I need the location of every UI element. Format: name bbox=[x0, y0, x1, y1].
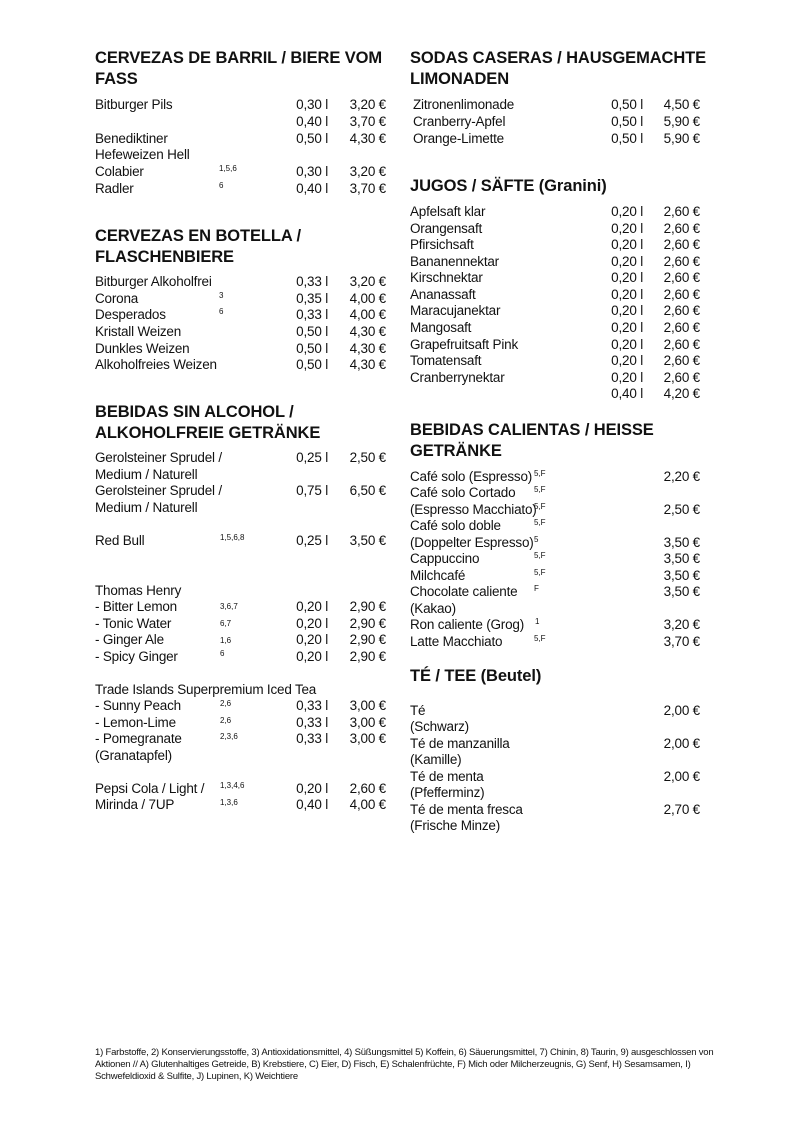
item-volume: 0,25 l bbox=[296, 450, 328, 465]
allergen-note: 1 bbox=[535, 617, 540, 626]
section-title-lemonades: SODAS CASERAS / HAUSGEMACHTE LIMONADEN bbox=[410, 49, 707, 88]
item-name: - Spicy Ginger bbox=[95, 649, 178, 664]
item-volume: 0,20 l bbox=[611, 353, 643, 368]
item-name: (Granatapfel) bbox=[95, 748, 172, 763]
juice-name: Maracujanektar bbox=[410, 303, 501, 318]
item-price: 3,50 € bbox=[663, 551, 700, 566]
item-name: Café solo doble bbox=[410, 518, 501, 533]
item-price: 3,50 € bbox=[663, 568, 700, 583]
item-name: - Tonic Water bbox=[95, 616, 172, 631]
item-price: 2,90 € bbox=[349, 599, 386, 614]
allergen-note: 6 bbox=[220, 649, 225, 658]
item-group-name: Thomas Henry bbox=[95, 583, 182, 598]
item-price: 2,60 € bbox=[663, 237, 700, 252]
item-volume: 0,50 l bbox=[296, 341, 328, 356]
item-price: 4,30 € bbox=[349, 131, 386, 146]
allergen-note: 5,F bbox=[534, 568, 546, 577]
item-name: Colabier bbox=[95, 164, 144, 179]
item-price: 2,50 € bbox=[349, 450, 386, 465]
item-volume: 0,20 l bbox=[611, 370, 643, 385]
item-price: 2,20 € bbox=[663, 469, 700, 484]
item-volume: 0,20 l bbox=[296, 616, 328, 631]
item-volume: 0,20 l bbox=[611, 337, 643, 352]
allergen-note: 5,F bbox=[534, 518, 546, 527]
allergen-note: 1,3,6 bbox=[220, 798, 238, 807]
item-name: Orange-Limette bbox=[413, 131, 504, 146]
juice-name: Apfelsaft klar bbox=[410, 204, 486, 219]
item-name: Medium / Naturell bbox=[95, 500, 198, 515]
allergen-note: 6 bbox=[219, 307, 224, 316]
juice-name: Bananennektar bbox=[410, 254, 499, 269]
allergen-note: 1,5,6 bbox=[219, 164, 237, 173]
item-name: Té de menta bbox=[410, 769, 484, 784]
item-volume: 0,40 l bbox=[296, 181, 328, 196]
item-volume: 0,50 l bbox=[296, 357, 328, 372]
item-price: 2,50 € bbox=[663, 502, 700, 517]
allergen-note: 5,F bbox=[534, 551, 546, 560]
item-price: 3,20 € bbox=[663, 617, 700, 632]
item-price: 2,60 € bbox=[663, 353, 700, 368]
item-name: (Kamille) bbox=[410, 752, 462, 767]
allergen-note: 1,5,6,8 bbox=[220, 533, 245, 542]
item-name: Ron caliente (Grog) bbox=[410, 617, 525, 632]
item-name: - Lemon-Lime bbox=[95, 715, 176, 730]
item-volume: 0,50 l bbox=[296, 131, 328, 146]
item-price: 5,90 € bbox=[663, 131, 700, 146]
allergen-legend: 1) Farbstoffe, 2) Konservierungsstoffe, 3) Antioxidationsmittel, 4) Süßungsmittel 5) Koffein, 6) Säuerungsmittel, 7) Chinin, 8) Taurin, 9) ausgeschlossen von Aktionen // A) Glutenhaltiges Getreide, B) Krebstiere, C) Eier, D) Fisch, E) Schalenfrüchte, F) Mich oder Milcherzeugnis, G) Senf, H) Sesamsamen, I) Schwefeldioxid & Sulfite, J) Lupinen, K) Weichtiere bbox=[95, 1047, 714, 1082]
item-price: 2,60 € bbox=[663, 320, 700, 335]
item-volume: 0,30 l bbox=[296, 97, 328, 112]
item-name: Benediktiner bbox=[95, 131, 168, 146]
item-price: 2,60 € bbox=[663, 221, 700, 236]
juice-name: Mangosaft bbox=[410, 320, 472, 335]
item-volume: 0,20 l bbox=[611, 237, 643, 252]
item-volume: 0,40 l bbox=[296, 114, 328, 129]
item-name: Bitburger Alkoholfrei bbox=[95, 274, 212, 289]
item-name: (Doppelter Espresso) bbox=[410, 535, 534, 550]
item-price: 3,70 € bbox=[349, 181, 386, 196]
item-price: 4,00 € bbox=[349, 797, 386, 812]
item-price: 3,20 € bbox=[349, 164, 386, 179]
item-price: 2,60 € bbox=[663, 254, 700, 269]
item-name: Pepsi Cola / Light / bbox=[95, 781, 205, 796]
item-volume: 0,20 l bbox=[296, 599, 328, 614]
item-group-name: Trade Islands Superpremium Iced Tea bbox=[95, 682, 317, 697]
allergen-note: 6 bbox=[219, 181, 224, 190]
allergen-note: 5,F bbox=[534, 502, 546, 511]
item-volume: 0,40 l bbox=[296, 797, 328, 812]
item-price: 2,00 € bbox=[663, 703, 700, 718]
item-volume: 0,20 l bbox=[611, 270, 643, 285]
item-price: 3,00 € bbox=[349, 715, 386, 730]
item-volume: 0,20 l bbox=[611, 204, 643, 219]
allergen-note: 3 bbox=[219, 291, 224, 300]
item-name: Cappuccino bbox=[410, 551, 480, 566]
item-name: - Ginger Ale bbox=[95, 632, 164, 647]
item-name: Chocolate caliente bbox=[410, 584, 518, 599]
item-name: - Bitter Lemon bbox=[95, 599, 177, 614]
item-name: Kristall Weizen bbox=[95, 324, 182, 339]
item-name: Bitburger Pils bbox=[95, 97, 173, 112]
item-name: Medium / Naturell bbox=[95, 467, 198, 482]
allergen-note: 3,6,7 bbox=[220, 602, 238, 611]
item-volume: 0,20 l bbox=[611, 221, 643, 236]
item-name: Radler bbox=[95, 181, 134, 196]
item-volume: 0,50 l bbox=[611, 97, 643, 112]
item-price: 4,00 € bbox=[349, 291, 386, 306]
item-price: 3,70 € bbox=[349, 114, 386, 129]
item-price: 2,60 € bbox=[663, 337, 700, 352]
item-name: (Schwarz) bbox=[410, 719, 469, 734]
item-name: Café solo (Espresso) bbox=[410, 469, 533, 484]
item-price: 3,20 € bbox=[349, 97, 386, 112]
juice-name: Ananassaft bbox=[410, 287, 476, 302]
item-price: 4,00 € bbox=[349, 307, 386, 322]
item-price: 3,00 € bbox=[349, 731, 386, 746]
item-price: 2,60 € bbox=[663, 303, 700, 318]
item-volume: 0,33 l bbox=[296, 698, 328, 713]
item-price: 2,60 € bbox=[663, 270, 700, 285]
item-price: 3,50 € bbox=[349, 533, 386, 548]
allergen-note: 6,7 bbox=[220, 619, 232, 628]
item-name: Hefeweizen Hell bbox=[95, 147, 190, 162]
allergen-note: 5,F bbox=[534, 634, 546, 643]
item-price: 2,00 € bbox=[663, 769, 700, 784]
item-price: 3,20 € bbox=[349, 274, 386, 289]
item-volume: 0,20 l bbox=[611, 287, 643, 302]
item-volume: 0,33 l bbox=[296, 731, 328, 746]
item-name: Corona bbox=[95, 291, 139, 306]
item-volume: 0,20 l bbox=[611, 303, 643, 318]
section-title-tea: TÉ / TEE (Beutel) bbox=[410, 667, 542, 685]
item-volume: 0,20 l bbox=[296, 781, 328, 796]
item-name: (Kakao) bbox=[410, 601, 456, 616]
section-title-bottled-beer: CERVEZAS EN BOTELLA / FLASCHENBIERE bbox=[95, 227, 302, 266]
allergen-note: F bbox=[534, 584, 539, 593]
item-price: 4,50 € bbox=[663, 97, 700, 112]
item-volume: 0,20 l bbox=[611, 320, 643, 335]
item-volume: 0,33 l bbox=[296, 307, 328, 322]
item-name: Mirinda / 7UP bbox=[95, 797, 175, 812]
item-volume: 0,30 l bbox=[296, 164, 328, 179]
juice-name: Orangensaft bbox=[410, 221, 483, 236]
item-price: 2,60 € bbox=[663, 204, 700, 219]
item-name: (Espresso Macchiato) bbox=[410, 502, 537, 517]
item-volume: 0,35 l bbox=[296, 291, 328, 306]
allergen-note: 2,6 bbox=[220, 699, 232, 708]
item-price: 4,20 € bbox=[663, 386, 700, 401]
item-volume: 0,20 l bbox=[296, 649, 328, 664]
item-price: 2,60 € bbox=[663, 370, 700, 385]
section-title-juices: JUGOS / SÄFTE (Granini) bbox=[410, 177, 607, 195]
item-name: - Pomegranate bbox=[95, 731, 182, 746]
juice-name: Kirschnektar bbox=[410, 270, 483, 285]
item-name: Latte Macchiato bbox=[410, 634, 503, 649]
item-price: 2,70 € bbox=[663, 802, 700, 817]
section-title-soft-drinks: BEBIDAS SIN ALCOHOL / ALKOHOLFREIE GETRÄNKE bbox=[95, 403, 321, 442]
item-name: (Pfefferminz) bbox=[410, 785, 485, 800]
juice-name: Tomatensaft bbox=[410, 353, 482, 368]
item-volume: 0,40 l bbox=[611, 386, 643, 401]
item-name: Desperados bbox=[95, 307, 166, 322]
item-name: Té bbox=[410, 703, 426, 718]
allergen-note: 5 bbox=[534, 535, 539, 544]
item-price: 2,90 € bbox=[349, 649, 386, 664]
item-volume: 0,20 l bbox=[296, 632, 328, 647]
item-price: 3,50 € bbox=[663, 535, 700, 550]
item-name: Milchcafé bbox=[410, 568, 466, 583]
item-name: Gerolsteiner Sprudel / bbox=[95, 450, 222, 465]
item-name: (Frische Minze) bbox=[410, 818, 501, 833]
item-price: 2,90 € bbox=[349, 616, 386, 631]
item-price: 2,90 € bbox=[349, 632, 386, 647]
item-name: Té de menta fresca bbox=[410, 802, 523, 817]
item-name: - Sunny Peach bbox=[95, 698, 181, 713]
item-volume: 0,25 l bbox=[296, 533, 328, 548]
item-name: Dunkles Weizen bbox=[95, 341, 190, 356]
item-price: 3,00 € bbox=[349, 698, 386, 713]
item-volume: 0,75 l bbox=[296, 483, 328, 498]
juice-name: Cranberrynektar bbox=[410, 370, 505, 385]
item-price: 5,90 € bbox=[663, 114, 700, 129]
item-name: Alkoholfreies Weizen bbox=[95, 357, 217, 372]
allergen-note: 1,6 bbox=[220, 636, 232, 645]
section-title-draft-beer: CERVEZAS DE BARRIL / BIERE VOM FASS bbox=[95, 49, 383, 88]
item-volume: 0,20 l bbox=[611, 254, 643, 269]
allergen-note: 1,3,4,6 bbox=[220, 781, 245, 790]
item-volume: 0,50 l bbox=[296, 324, 328, 339]
item-volume: 0,50 l bbox=[611, 114, 643, 129]
allergen-note: 5,F bbox=[534, 485, 546, 494]
item-price: 4,30 € bbox=[349, 341, 386, 356]
item-price: 2,60 € bbox=[663, 287, 700, 302]
item-price: 3,50 € bbox=[663, 584, 700, 599]
item-name: Té de manzanilla bbox=[410, 736, 510, 751]
juice-name: Pfirsichsaft bbox=[410, 237, 474, 252]
section-title-hot-drinks: BEBIDAS CALIENTAS / HEISSE GETRÄNKE bbox=[410, 421, 654, 460]
item-price: 4,30 € bbox=[349, 324, 386, 339]
allergen-note: 5,F bbox=[534, 469, 546, 478]
item-volume: 0,33 l bbox=[296, 274, 328, 289]
item-price: 2,00 € bbox=[663, 736, 700, 751]
item-name: Zitronenlimonade bbox=[413, 97, 515, 112]
item-name: Cranberry-Apfel bbox=[413, 114, 506, 129]
allergen-note: 2,6 bbox=[220, 716, 232, 725]
item-price: 4,30 € bbox=[349, 357, 386, 372]
item-price: 6,50 € bbox=[349, 483, 386, 498]
juice-name: Grapefruitsaft Pink bbox=[410, 337, 518, 352]
item-price: 2,60 € bbox=[349, 781, 386, 796]
item-price: 3,70 € bbox=[663, 634, 700, 649]
allergen-note: 2,3,6 bbox=[220, 732, 238, 741]
item-name: Red Bull bbox=[95, 533, 145, 548]
item-name: Gerolsteiner Sprudel / bbox=[95, 483, 222, 498]
item-name: Café solo Cortado bbox=[410, 485, 516, 500]
item-volume: 0,33 l bbox=[296, 715, 328, 730]
item-volume: 0,50 l bbox=[611, 131, 643, 146]
